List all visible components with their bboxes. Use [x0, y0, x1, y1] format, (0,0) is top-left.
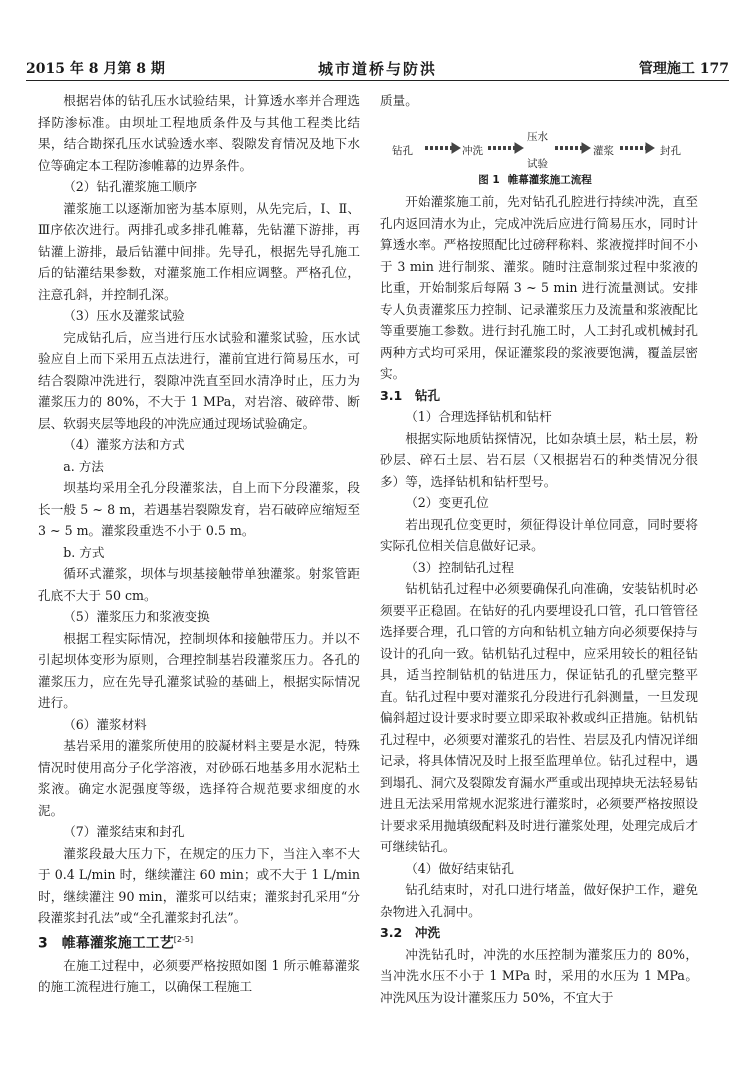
paragraph: 灌浆段最大压力下，在规定的压力下，当注入率不大于 0.4 L/min 时，继续灌注 60 min；或不大于 1 L/min 时，继续灌注 90 min，灌浆可以结束；灌浆封孔采用“分段灌浆封孔法”或“全孔灌浆封孔法”。	[38, 845, 360, 925]
paragraph: 坝基均采用全孔分段灌浆法，自上而下分段灌浆，段长一般 5 ~ 8 m，若遇基岩裂隙发育，岩石破碎应缩短至 3 ~ 5 m。灌浆段重迭不小于 0.5 m。	[38, 480, 360, 538]
figure-title: 帷幕灌浆施工流程	[507, 173, 592, 186]
paragraph: 开始灌浆施工前，先对钻孔孔腔进行持续冲洗，直至孔内返回清水为止，完成冲洗后应进行简易压水，同时计算透水率。严格按照配比过磅秤称料、浆液搅拌时间不小于 3 min 进行制浆、灌浆。随时注意制浆过程中浆液的比重，开始制浆后每隔 3 ~ 5 min 进行流量测试。安排专人负责灌浆压力控制、记录灌浆压力及流量和浆液配比等重要施工参数。进行封孔施工时，人工封孔或机械封孔两种方式均可采用，保证灌浆段的浆液要饱满，覆盖层密实。	[380, 194, 698, 381]
paragraph: 完成钻孔后，应当进行压水试验和灌浆试验，压水试验应自上而下采用五点法进行，灌前宜进行简易压水，可结合裂隙冲洗进行，裂隙冲洗直至回水清净时止，压力为灌浆压力的 80%，不大于 1 MPa，对岩溶、破碎带、断层、软弱夹层等地段的冲洗应通过现场试验确定。	[38, 329, 360, 431]
item-heading: （3）控制钻孔过程	[405, 559, 514, 575]
item-heading: a. 方法	[63, 458, 104, 474]
paragraph: 基岩采用的灌浆所使用的胶凝材料主要是水泥，特殊情况时使用高分子化学溶液，对砂砾石地基多用水泥粘土浆液。确定水泥强度等级，选择符合规范要求细度的水泥。	[38, 738, 360, 818]
paragraph: 灌浆施工以逐渐加密为基本原则，从先完后，Ⅰ、Ⅱ、Ⅲ序依次进行。两排孔或多排孔帷幕，先钻灌下游排，再钻灌上游排，最后钻灌中间排。先导孔，根据先导孔施工后的钻灌结果参数，对灌浆施工作相应调整。严格孔位，注意孔斜，并控制孔深。	[38, 200, 360, 302]
flowchart-figure	[380, 114, 698, 170]
flow-node-test: 试验	[527, 157, 548, 170]
paragraph: 冲洗钻孔时，冲洗的水压控制为灌浆压力的 80%，当冲洗水压不小于 1 MPa 时，采用的水压为 1 MPa。冲洗风压为设计灌浆压力 50%，不宜大于	[380, 946, 698, 1005]
arrow-head-4	[646, 143, 654, 153]
paragraph: 钻孔结束时，对孔口进行堵盖，做好保护工作，避免杂物进入孔洞中。	[380, 882, 698, 919]
arrow-head-1	[452, 143, 460, 153]
right-column-body	[380, 191, 698, 1008]
figure-number: 图 1	[478, 173, 500, 186]
subsection-heading: 3.1 钻孔	[380, 387, 441, 403]
item-heading: （2）变更孔位	[405, 495, 489, 510]
flow-node-drilling: 钻孔	[392, 144, 413, 157]
left-column	[38, 90, 360, 998]
paragraph: 根据岩体的钻孔压水试验结果，计算透水率并合理选择防渗标准。由坝址工程地质条件及与其他工程类比结果，结合勘探孔压水试验透水率、裂隙发育情况及地下水位等确定本工程防渗帷幕的边界条件。	[38, 93, 360, 173]
paragraph: 在施工过程中，必须要严格按照如图 1 所示帷幕灌浆的施工流程进行施工，以确保工程施工	[38, 957, 360, 995]
citation-ref: [2-5]	[173, 934, 194, 944]
right-column	[380, 90, 698, 1008]
section-heading	[38, 929, 360, 955]
paragraph: 若出现孔位变更时，须征得设计单位同意，同时要将实际孔位相关信息做好记录。	[380, 516, 698, 553]
paragraph-continued: 质量。	[380, 93, 418, 108]
item-heading: b. 方式	[63, 544, 105, 560]
paragraph: 钻机钻孔过程中必须要确保孔向准确，安装钻机时必须要平正稳固。在钻好的孔内要埋设孔口管，孔口管管径选择要合理，孔口管的方向和钻机立轴方向必须要保持与设计的孔向一致。钻机钻孔过程中，应采用较长的粗径钻具，适当控制钻机的钻进压力，保证钻孔的孔壁完整平直。钻孔过程中要对灌浆孔分段进行孔斜测量，一旦发现偏斜超过设计要求时要立即采取补救或纠正措施。钻机钻孔过程中，必须要对灌浆孔的岩性、岩层及孔内情况详细记录，将具体情况及时上报至监理单位。钻孔过程中，遇到塌孔、洞穴及裂隙发育漏水严重或出现掉块无法轻易钻进且无法采用常规水泥浆进行灌浆时，必须要严格按照设计要求采用抛填级配料及时进行灌浆处理，处理完成后才可继续钻孔。	[380, 581, 698, 854]
running-header	[26, 56, 729, 81]
flow-node-grouting: 灌浆	[593, 144, 614, 157]
arrow-head-3	[582, 143, 590, 153]
item-heading: （5）灌浆压力和浆液变换	[63, 609, 210, 624]
arrow-head-2	[515, 143, 523, 153]
flow-node-water-pressure: 压水	[527, 130, 548, 143]
item-heading: （2）钻孔灌浆施工顺序	[63, 179, 198, 194]
item-heading: （3）压水及灌浆试验	[63, 308, 185, 323]
paragraph: 根据实际地质钻探情况，比如杂填土层，粘土层，粉砂层、碎石土层、岩石层（又根据岩石的种类情况分很多）等，选择钻机和钻杆型号。	[380, 430, 698, 489]
item-heading: （6）灌浆材料	[63, 716, 147, 732]
item-heading: （4）灌浆方法和方式	[63, 437, 185, 452]
journal-title: 城市道桥与防洪	[317, 60, 437, 78]
paragraph: 根据工程实际情况，控制坝体和接触带压力。并以不引起坝体变形为原则，合理控制基岩段灌浆压力。各孔的灌浆压力，应在先导孔灌浆试验的基础上，根据实际情况进行。	[38, 630, 360, 710]
issue-label: 2015 年 8 月第 8 期	[26, 61, 165, 77]
flow-node-flushing: 冲洗	[462, 144, 483, 157]
flow-node-sealing: 封孔	[660, 144, 681, 157]
item-heading: （4）做好结束钻孔	[405, 860, 514, 876]
subsection-heading: 3.2 冲洗	[380, 925, 441, 940]
section-heading-text: 3 帷幕灌浆施工工艺	[38, 935, 174, 952]
item-heading: （1）合理选择钻机和钻杆	[405, 409, 552, 424]
item-heading: （7）灌浆结束和封孔	[63, 824, 185, 839]
section-page-number: 管理施工 177	[638, 61, 729, 77]
paragraph: 循环式灌浆，坝体与坝基接触带单独灌浆。射浆管距孔底不大于 50 cm。	[38, 566, 360, 603]
